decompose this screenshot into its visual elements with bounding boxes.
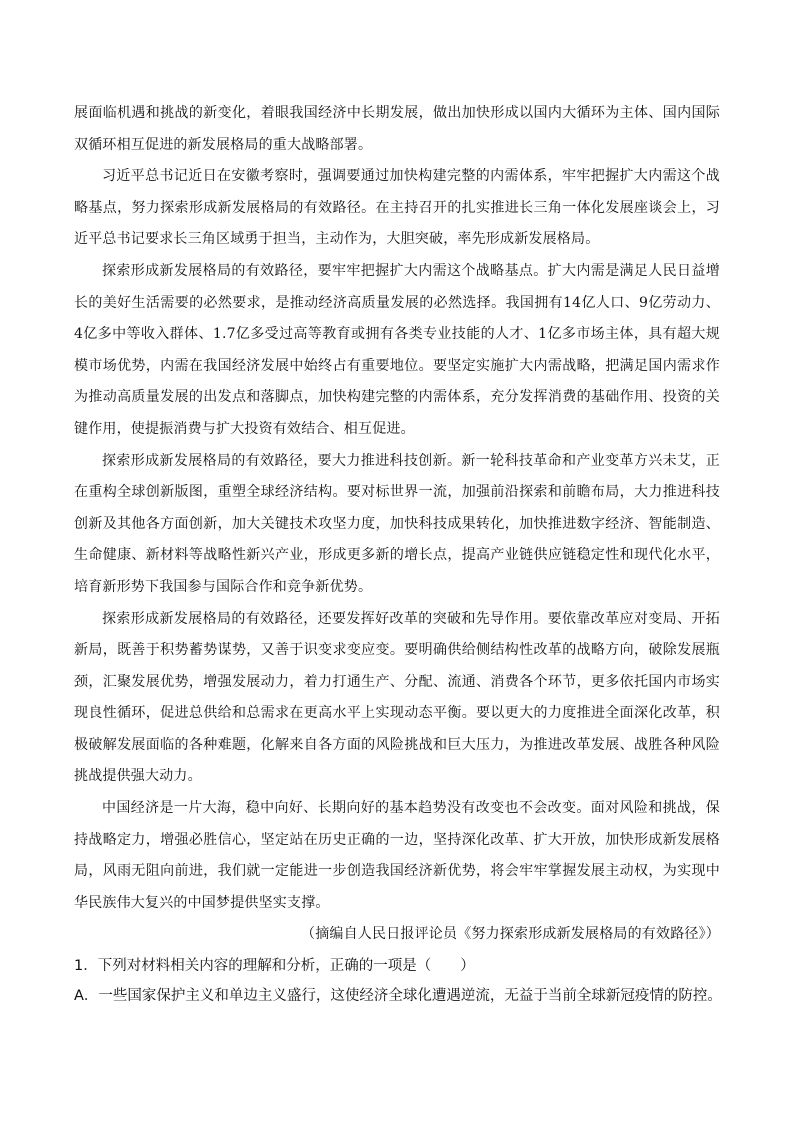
question-option-a: A．一些国家保护主义和单边主义盛行，这使经济全球化遭遇逆流，无益于当前全球新冠疫情的防控。 — [74, 988, 722, 1005]
question-stem: 1．下列对材料相关内容的理解和分析，正确的一项是（ ） — [74, 958, 475, 975]
document-page — [74, 98, 720, 1011]
article-paragraph: 探索形成新发展格局的有效路径，要大力推进科技创新。新一轮科技革命和产业变革方兴未艾，正在重构全球创新版图，重塑全球经济结构。要对标世界一流，加强前沿探索和前瞻布局，大力推进科技创新及其他各方面创新，加大关键技术攻坚力度，加快科技成果转化，加快推进数字经济、智能制造、生命健康、新材料等战略性新兴产业，形成更多新的增长点，提高产业链供应链稳定性和现代化水平，培育新形势下我国参与国际合作和竞争新优势。 — [74, 452, 720, 595]
article-paragraph: 习近平总书记近日在安徽考察时，强调要通过加快构建完整的内需体系，牢牢把握扩大内需这个战略基点，努力探索形成新发展格局的有效路径。在主持召开的扎实推进长三角一体化发展座谈会上，习近平总书记要求长三角区域勇于担当，主动作为，大胆突破，率先形成新发展格局。 — [74, 168, 720, 248]
article-paragraph: 中国经济是一片大海，稳中向好、长期向好的基本趋势没有改变也不会改变。面对风险和挑战，保持战略定力，增强必胜信心，坚定站在历史正确的一边，坚持深化改革、扩大开放，加快形成新发展格局，风雨无阻向前进，我们就一定能进一步创造我国经济新优势，将会牢牢掌握发展主动权，为实现中华民族伟大复兴的中国梦提供坚实支撑。 — [74, 800, 720, 911]
article-paragraph: 探索形成新发展格局的有效路径，还要发挥好改革的突破和先导作用。要依靠改革应对变局、开拓新局，既善于积势蓄势谋势，又善于识变求变应变。要明确供给侧结构性改革的战略方向，破除发展瓶颈，汇聚发展优势，增强发展动力，着力打通生产、分配、流通、消费各个环节，更多依托国内市场实现良性循环，促进总供给和总需求在更高水平上实现动态平衡。要以更大的力度推进全面深化改革，积极破解发展面临的各种难题，化解来自各方面的风险挑战和巨大压力，为推进改革发展、战胜各种风险挑战提供强大动力。 — [74, 610, 720, 785]
article-paragraph: 探索形成新发展格局的有效路径，要牢牢把握扩大内需这个战略基点。扩大内需是满足人民日益增长的美好生活需要的必然要求，是推动经济高质量发展的必然选择。我国拥有14亿人口、9亿劳动力、4亿多中等收入群体、1.7亿多受过高等教育或拥有各类专业技能的人才、1亿多市场主体，具有超大规模市场优势，内需在我国经济发展中始终占有重要地位。要坚定实施扩大内需战略，把满足国内需求作为推动高质量发展的出发点和落脚点，加快构建完整的内需体系，充分发挥消费的基础作用、投资的关键作用，使提振消费与扩大投资有效结合、相互促进。 — [74, 262, 720, 437]
article-paragraph: 展面临机遇和挑战的新变化，着眼我国经济中长期发展，做出加快形成以国内大循环为主体、国内国际双循环相互促进的新发展格局的重大战略部署。 — [74, 105, 720, 153]
article-source: （摘编自人民日报评论员《努力探索形成新发展格局的有效路径》） — [301, 926, 720, 943]
